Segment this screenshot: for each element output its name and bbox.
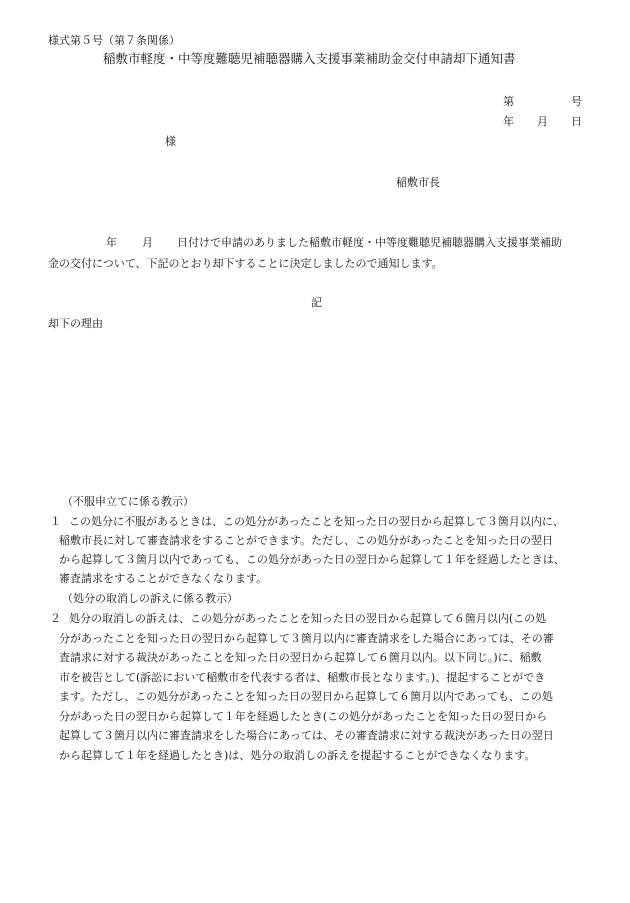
item-2-line: 分があった日の翌日から起算して１年を経過したとき(この処分があったことを知った日の翌日から	[59, 710, 548, 723]
body-line-2: 金の交付について、下記のとおり却下することに決定しましたので通知します。	[48, 257, 443, 270]
item-1-line: から起算して３箇月以内であっても、この処分があった日の翌日から起算して１年を経過したときは、	[59, 553, 565, 566]
item-1-line: 稲敷市長に対して審査請求をすることができます。ただし、この処分があったことを知った日の翌日	[59, 534, 554, 547]
date-year: 年	[503, 115, 514, 128]
item-2-line: 査請求に対する裁決があったことを知った日の翌日から起算して６箇月以内。以下同じ。)に、稲敷	[59, 651, 542, 664]
body-month: 月	[142, 236, 153, 249]
date-day: 日	[571, 115, 582, 128]
form-label: 様式第５号（第７条関係）	[48, 34, 180, 47]
item-1-number: １	[50, 515, 61, 528]
ki-label: 記	[311, 296, 322, 309]
issuer: 稲敷市長	[396, 176, 440, 189]
item-2-line: 市を被告として(訴訟において稲敷市を代表する者は、稲敷市長となります。)、提起することができ	[59, 671, 546, 684]
item-2-line: ます。ただし、この処分があったことを知った日の翌日から起算して６箇月以内であっても、この処	[59, 690, 553, 703]
document-title: 稲敷市軽度・中等度難聴児補聴器購入支援事業補助金交付申請却下通知書	[103, 51, 516, 66]
reason-label: 却下の理由	[48, 317, 103, 330]
addressee-suffix: 様	[165, 135, 176, 148]
appeal-heading: （不服申立てに係る教示）	[62, 495, 194, 508]
item-1-line: 審査請求をすることができなくなります。	[59, 572, 268, 585]
body-line-1: 日付けで申請のありました稲敷市軽度・中等度難聴児補聴器購入支援事業補助	[177, 236, 562, 249]
body-year: 年	[106, 236, 117, 249]
date-month: 月	[537, 115, 548, 128]
item-1-line: この処分に不服があるときは、この処分があったことを知った日の翌日から起算して３箇月以内に、	[69, 515, 564, 528]
item-2-line: 起算して３箇月以内に審査請求をした場合にあっては、その審査請求に対する裁決があった日の翌日	[59, 729, 554, 742]
item-2-line: 分があったことを知った日の翌日から起算して３箇月以内に審査請求をした場合にあっては、その審	[59, 632, 554, 645]
lawsuit-heading: （処分の取消しの訴えに係る教示）	[62, 592, 238, 605]
doc-number-prefix: 第	[503, 95, 514, 108]
item-2-number: ２	[50, 612, 61, 625]
item-2-line: 処分の取消しの訴えは、この処分があったことを知った日の翌日から起算して６箇月以内(この処	[69, 612, 547, 625]
item-2-line: から起算して１年を経過したとき)は、処分の取消しの訴えを提起することができなくなります。	[59, 749, 536, 762]
doc-number-suffix: 号	[571, 95, 582, 108]
